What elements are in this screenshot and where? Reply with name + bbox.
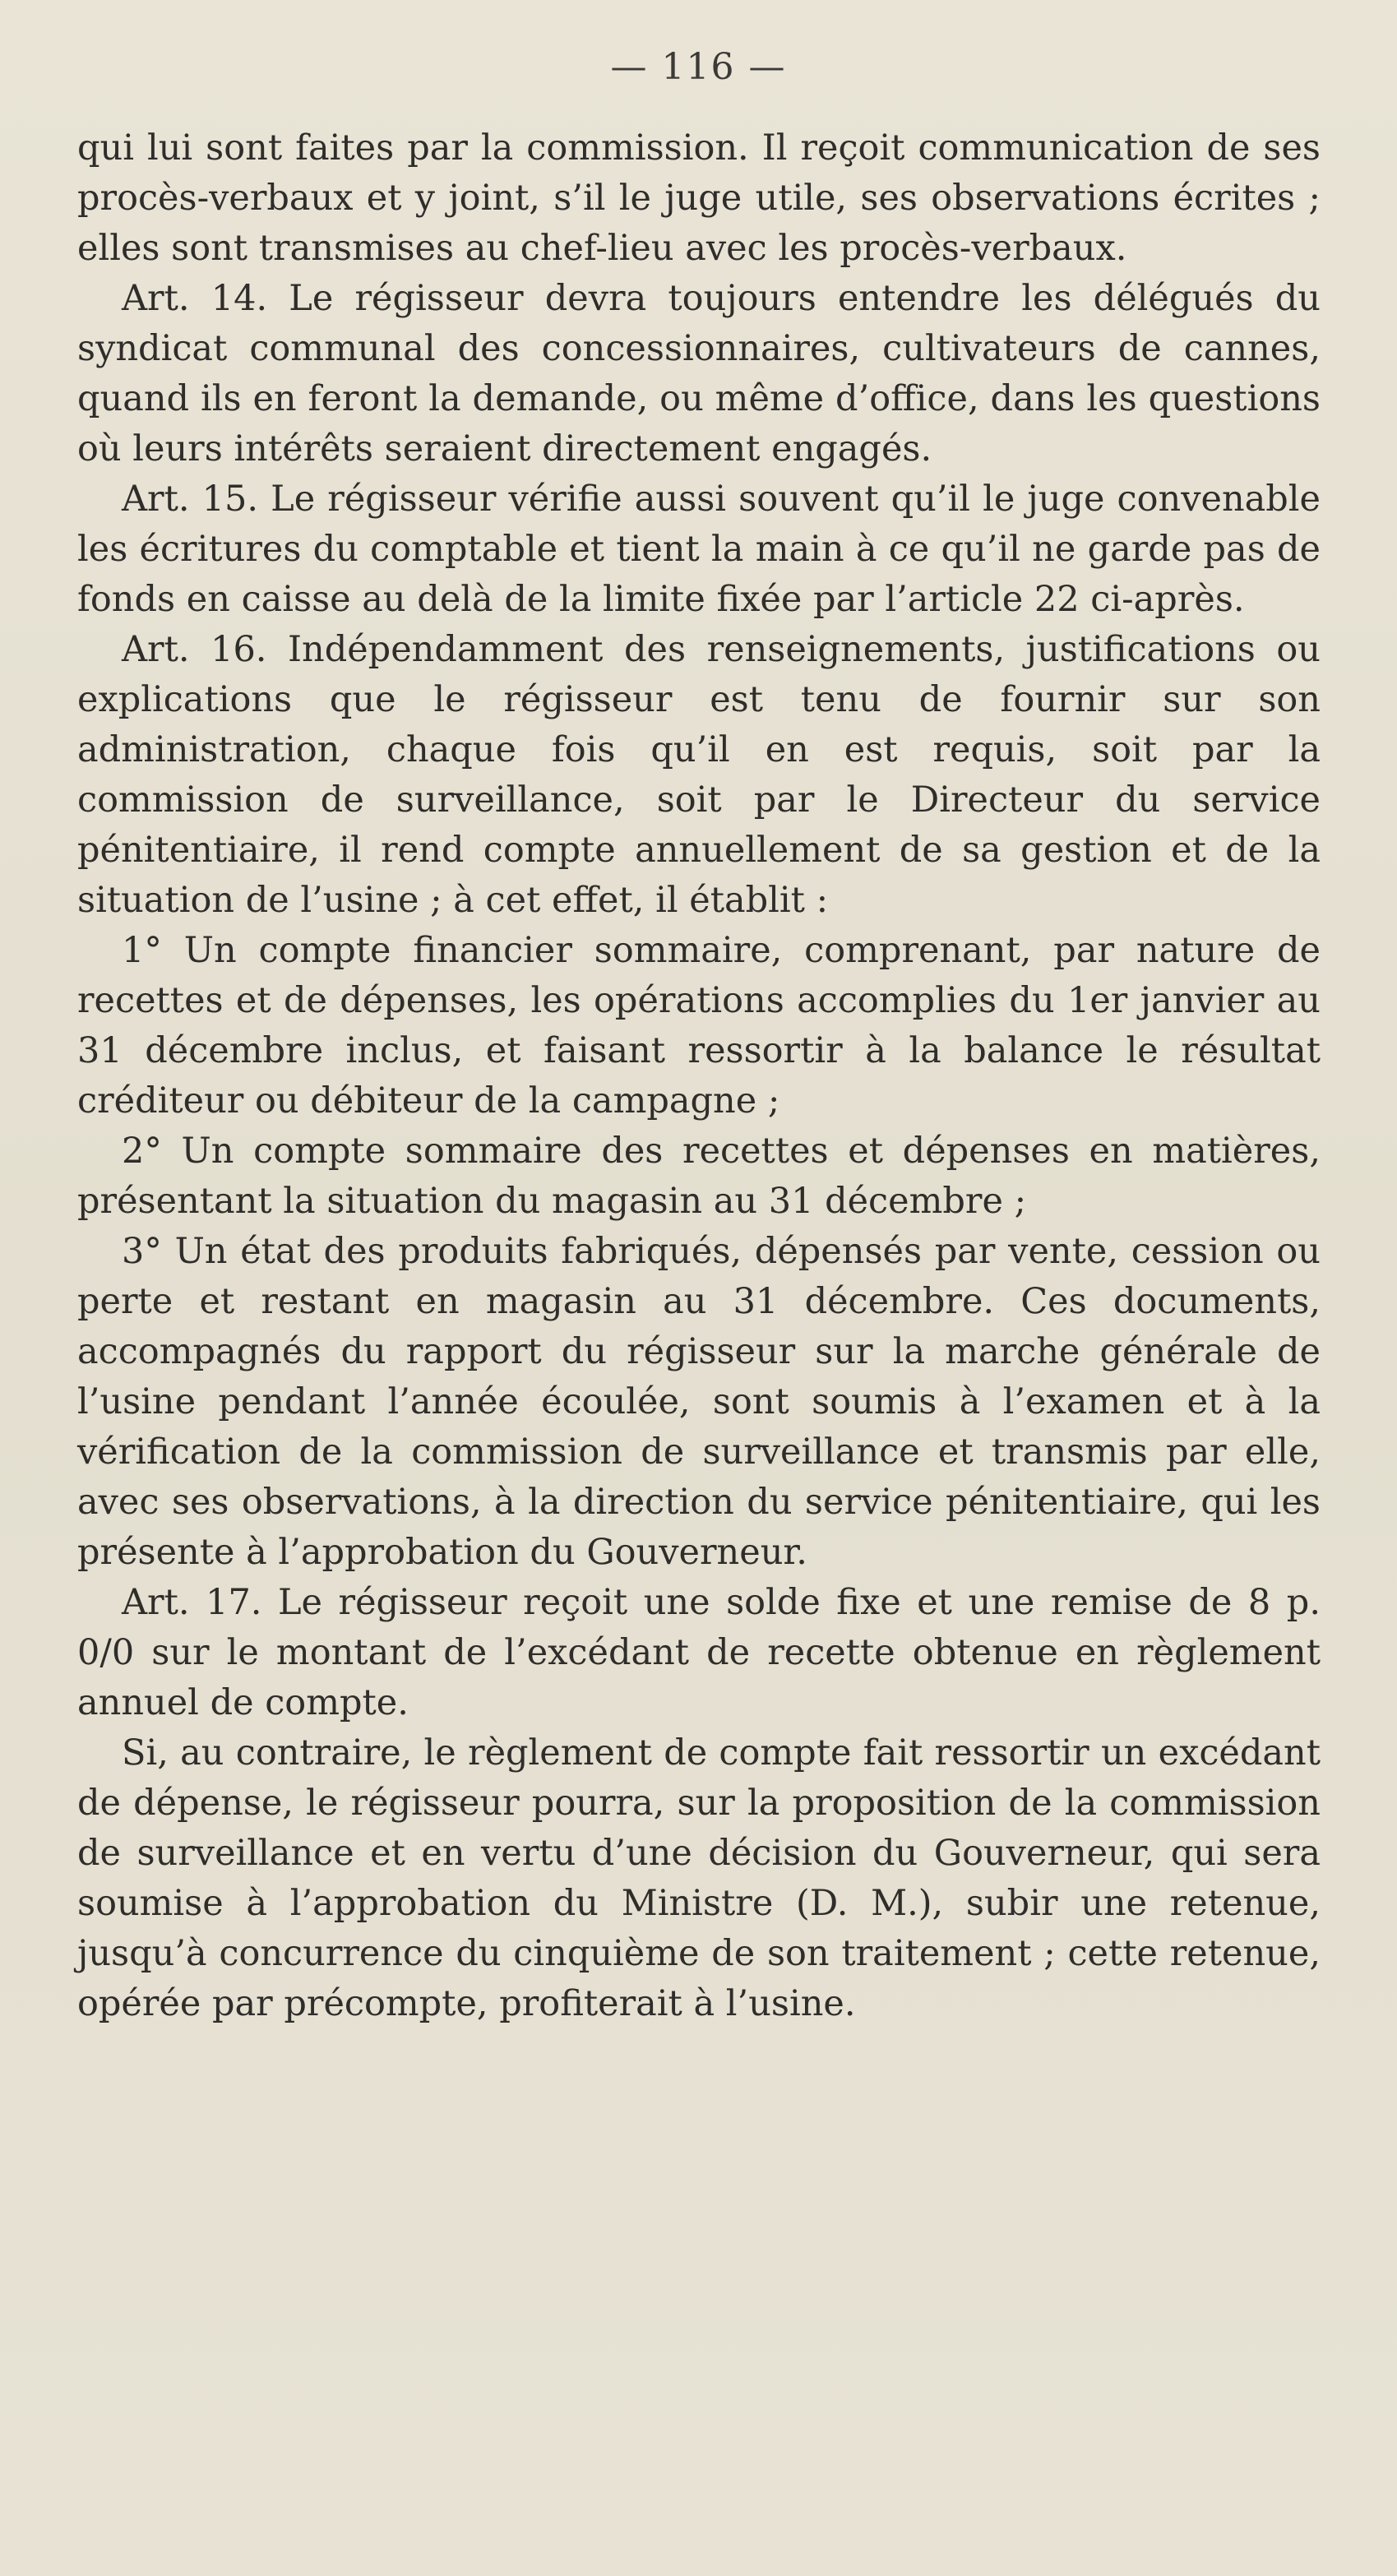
body-text [77, 123, 1321, 2029]
paragraph-article-17: Art. 17. Le régisseur reçoit une solde fixe et une remise de 8 p. 0/0 sur le montant de l’excédant de recette obtenue en règlement annuel de compte. [77, 1582, 1321, 1723]
paragraph-continuation: qui lui sont faites par la commission. Il reçoit communication de ses procès-verbaux et y joint, s’il le juge utile, ses observations écrites ; elles sont transmises au chef-lieu avec les procès-verbaux. [77, 127, 1321, 269]
paragraph-item-2: 2° Un compte sommaire des recettes et dépenses en matières, présentant la situation du magasin au 31 décembre ; [77, 1131, 1321, 1222]
paragraph-article-16: Art. 16. Indépendamment des renseignements, justifications ou explications que le régisseur est tenu de fournir sur son administration, chaque fois qu’il en est requis, soit par la commission de surveillance, soit par le Directeur du service pénitentiaire, il rend compte annuellement de sa gestion et de la situation de l’usine ; à cet effet, il établit : [77, 629, 1321, 921]
paragraph-article-15: Art. 15. Le régisseur vérifie aussi souvent qu’il le juge convenable les écritures du comptable et tient la main à ce qu’il ne garde pas de fonds en caisse au delà de la limite fixée par l’article 22 ci-après. [77, 479, 1321, 620]
paragraph-article-14: Art. 14. Le régisseur devra toujours entendre les délégués du syndicat communal des concessionnaires, cultivateurs de cannes, quand ils en feront la demande, ou même d’office, dans les questions où leurs intérêts seraient directement engagés. [77, 278, 1321, 469]
paragraph-item-3: 3° Un état des produits fabriqués, dépensés par vente, cession ou perte et restant en magasin au 31 décembre. Ces documents, accompagnés du rapport du régisseur sur la marche générale de l’usine pendant l’année écoulée, sont soumis à l’examen et à la vérification de la commission de surveillance et transmis par elle, avec ses observations, à la direction du service pénitentiaire, qui les présente à l’approbation du Gouverneur. [77, 1231, 1321, 1573]
paragraph-item-1: 1° Un compte financier sommaire, comprenant, par nature de recettes et de dépenses, les opérations accomplies du 1er janvier au 31 décembre inclus, et faisant ressortir à la balance le résultat créditeur ou débiteur de la campagne ; [77, 930, 1321, 1122]
page-number: — 116 — [610, 46, 787, 88]
paragraph-article-17-continued: Si, au contraire, le règlement de compte fait ressortir un excédant de dépense, le régisseur pourra, sur la proposition de la commission de surveillance et en vertu d’une décision du Gouverneur, qui sera soumise à l’approbation du Ministre (D. M.), subir une retenue, jusqu’à concurrence du cinquième de son traitement ; cette retenue, opérée par précompte, profiterait à l’usine. [77, 1732, 1321, 2024]
